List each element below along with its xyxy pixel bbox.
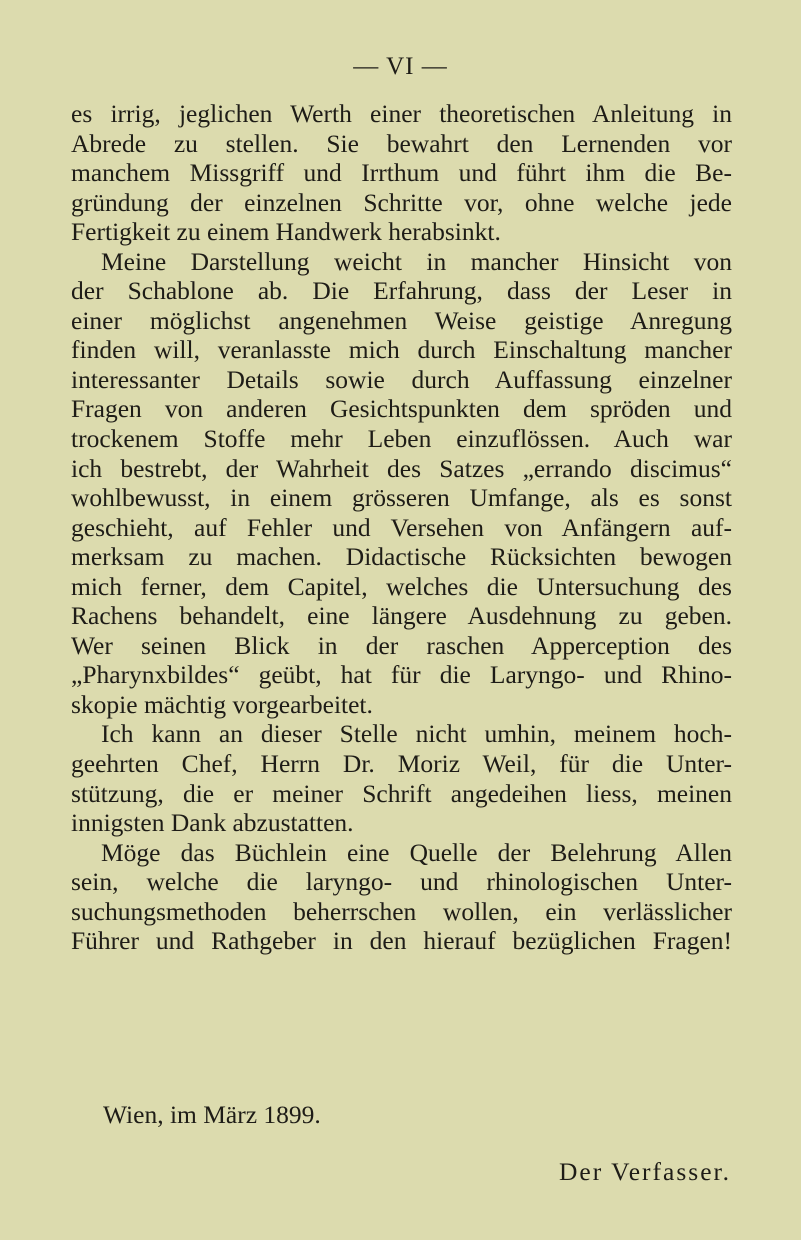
text-line: stützung, die er meiner Schrift angedeihen liess, meinen: [71, 778, 732, 808]
text-line: geehrten Chef, Herrn Dr. Moriz Weil, für die Unter-: [71, 749, 732, 779]
text-line: mich ferner, dem Capitel, welches die Untersuchung des: [71, 571, 732, 601]
text-line: trockenem Stoffe mehr Leben einzuflössen. Auch war: [71, 424, 732, 454]
text-line: Meine Darstellung weicht in mancher Hinsicht von: [101, 246, 732, 276]
text-line: skopie mächtig vorgearbeitet.: [71, 689, 373, 719]
text-line: geschieht, auf Fehler und Versehen von Anfängern auf-: [71, 512, 732, 542]
text-line: gründung der einzelnen Schritte vor, ohne welche jede: [71, 187, 732, 217]
text-line: suchungsmethoden beherrschen wollen, ein verlässlicher: [71, 896, 732, 926]
text-line: merksam zu machen. Didactische Rücksichten bewogen: [71, 542, 732, 572]
text-line: Rachens behandelt, eine längere Ausdehnung zu geben.: [71, 601, 732, 631]
signoff-place-date: Wien, im März 1899.: [103, 1100, 321, 1129]
text-line: Ich kann an dieser Stelle nicht umhin, meinem hoch-: [101, 719, 732, 749]
text-line: manchem Missgriff und Irrthum und führt ihm die Be-: [71, 158, 732, 188]
text-line: es irrig, jeglichen Werth einer theoretischen Anleitung in: [71, 99, 732, 128]
text-line: interessanter Details sowie durch Auffassung einzelner: [71, 364, 732, 394]
text-line: Wer seinen Blick in der raschen Apperception des: [71, 630, 732, 660]
text-line: ich bestrebt, der Wahrheit des Satzes „errando discimus“: [71, 453, 732, 483]
text-line: Fertigkeit zu einem Handwerk herabsinkt.: [71, 217, 501, 247]
text-line: finden will, veranlasste mich durch Einschaltung mancher: [71, 335, 732, 365]
body-text: [71, 99, 732, 956]
text-line: innigsten Dank abzustatten.: [71, 808, 354, 838]
text-line: „Pharynxbildes“ geübt, hat für die Laryngo- und Rhino-: [71, 660, 732, 690]
text-line: Fragen von anderen Gesichtspunkten dem spröden und: [71, 394, 732, 424]
text-line: wohlbewusst, in einem grösseren Umfange, als es sonst: [71, 483, 732, 513]
text-line: sein, welche die laryngo- und rhinologischen Unter-: [71, 867, 732, 897]
page-number-header: — VI —: [353, 53, 448, 80]
signoff-author: Der Verfasser.: [559, 1157, 731, 1186]
text-line: Führer und Rathgeber in den hierauf bezüglichen Fragen!: [71, 926, 732, 956]
text-line: der Schablone ab. Die Erfahrung, dass der Leser in: [71, 276, 732, 306]
text-line: einer möglichst angenehmen Weise geistige Anregung: [71, 305, 732, 335]
text-line: Möge das Büchlein eine Quelle der Belehrung Allen: [101, 837, 732, 867]
text-line: Abrede zu stellen. Sie bewahrt den Lernenden vor: [71, 128, 732, 158]
